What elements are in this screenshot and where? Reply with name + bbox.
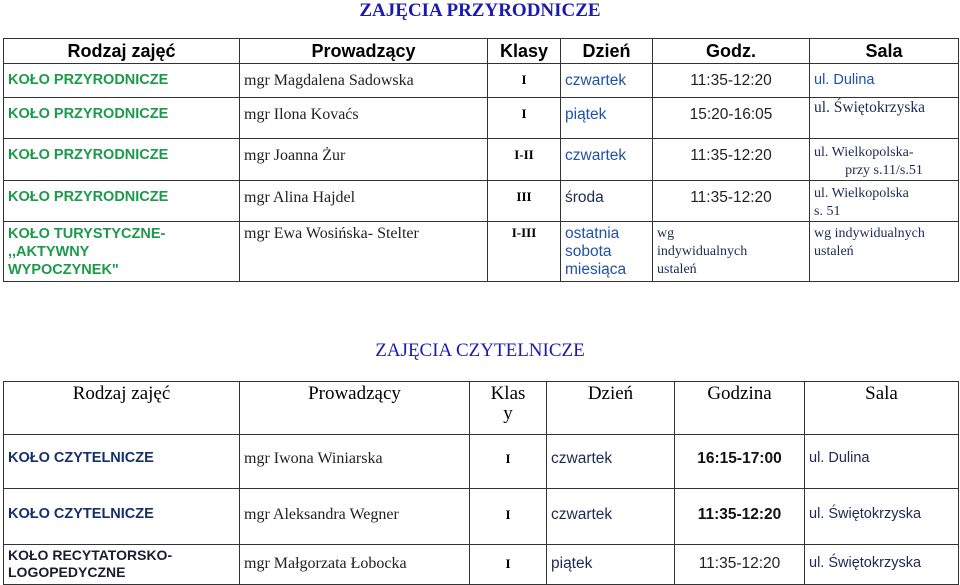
type-line: ,,AKTYWNY — [8, 244, 90, 260]
type-line: WYPOCZYNEK" — [8, 262, 119, 278]
cell-time: 15:20-16:05 — [653, 98, 810, 139]
cell-class: I — [470, 545, 547, 585]
cell-class: I — [470, 435, 547, 489]
cell-room: ul. Świętokrzyska — [805, 489, 959, 545]
header-day: Dzień — [561, 39, 653, 64]
cell-teacher: mgr Joanna Żur — [240, 139, 488, 181]
header-time: Godz. — [653, 39, 810, 64]
header-teacher: Prowadzący — [240, 382, 470, 435]
cell-class: I — [488, 64, 561, 98]
header-day: Dzień — [547, 382, 675, 435]
cell-day: czwartek — [561, 139, 653, 181]
cell-class: I-III — [488, 222, 561, 282]
time-line: wg — [657, 226, 675, 241]
table-header-row — [4, 382, 959, 435]
table-row — [4, 181, 959, 222]
cell-teacher: mgr Ewa Wosińska- Stelter — [240, 222, 488, 282]
cell-type: KOŁO CZYTELNICZE — [4, 435, 240, 489]
reading-activities-table — [3, 381, 959, 585]
type-line: KOŁO RECYTATORSKO- — [8, 547, 173, 563]
room-line: s. 51 — [814, 204, 841, 219]
cell-class: III — [488, 181, 561, 222]
cell-time — [653, 222, 810, 282]
room-line: ul. Wielkopolska — [814, 186, 909, 201]
cell-room — [810, 139, 959, 181]
cell-time: 11:35-12:20 — [653, 64, 810, 98]
cell-day: czwartek — [561, 64, 653, 98]
cell-time: 11:35-12:20 — [653, 139, 810, 181]
cell-teacher: mgr Alina Hajdel — [240, 181, 488, 222]
cell-type: KOŁO PRZYRODNICZE — [4, 64, 240, 98]
cell-room — [810, 222, 959, 282]
cell-type: KOŁO PRZYRODNICZE — [4, 98, 240, 139]
cell-teacher: mgr Iwona Winiarska — [240, 435, 470, 489]
header-room: Sala — [810, 39, 959, 64]
cell-day — [561, 222, 653, 282]
time-line: indywidualnych — [657, 244, 748, 259]
header-teacher: Prowadzący — [240, 39, 488, 64]
cell-day: piątek — [547, 545, 675, 585]
header-room: Sala — [805, 382, 959, 435]
cell-type: KOŁO PRZYRODNICZE — [4, 181, 240, 222]
cell-room: ul. Świętokrzyska — [810, 98, 959, 139]
cell-room — [810, 181, 959, 222]
cell-time: 11:35-12:20 — [675, 545, 805, 585]
time-line: ustaleń — [657, 262, 697, 277]
cell-room: ul. Dulina — [810, 64, 959, 98]
cell-class: I — [488, 98, 561, 139]
header-class: Klasy — [488, 39, 561, 64]
cell-day: czwartek — [547, 489, 675, 545]
room-line: przy s.11/s.51 — [845, 163, 923, 178]
cell-type: KOŁO PRZYRODNICZE — [4, 139, 240, 181]
cell-time: 16:15-17:00 — [675, 435, 805, 489]
room-line: wg indywidualnych — [814, 226, 925, 241]
section-title-przyrodnicze: ZAJĘCIA PRZYRODNICZE — [359, 0, 601, 21]
header-type: Rodzaj zajęć — [4, 382, 240, 435]
table-row — [4, 489, 959, 545]
header-class-line: y — [503, 403, 513, 424]
table-row — [4, 64, 959, 98]
day-line: miesiąca — [565, 261, 627, 278]
day-line: sobota — [565, 243, 612, 260]
cell-room: ul. Dulina — [805, 435, 959, 489]
table-header-row — [4, 39, 959, 64]
room-line: ul. Wielkopolska- — [814, 145, 914, 160]
cell-type: KOŁO CZYTELNICZE — [4, 489, 240, 545]
table-row — [4, 139, 959, 181]
type-line: LOGOPEDYCZNE — [8, 564, 126, 580]
cell-class: I-II — [488, 139, 561, 181]
cell-time: 11:35-12:20 — [675, 489, 805, 545]
cell-teacher: mgr Małgorzata Łobocka — [240, 545, 470, 585]
header-class — [470, 382, 547, 435]
cell-class: I — [470, 489, 547, 545]
type-line: KOŁO TURYSTYCZNE- — [8, 226, 166, 242]
cell-teacher: mgr Magdalena Sadowska — [240, 64, 488, 98]
day-line: ostatnia — [565, 225, 620, 242]
section-title-czytelnicze: ZAJĘCIA CZYTELNICZE — [375, 340, 585, 361]
table-row — [4, 222, 959, 282]
table-row — [4, 435, 959, 489]
header-class-line: Klas — [490, 383, 526, 404]
cell-room: ul. Świętokrzyska — [805, 545, 959, 585]
cell-day: piątek — [561, 98, 653, 139]
cell-teacher: mgr Ilona Kovaćs — [240, 98, 488, 139]
cell-time: 11:35-12:20 — [653, 181, 810, 222]
cell-day: czwartek — [547, 435, 675, 489]
nature-activities-table — [3, 38, 959, 282]
cell-type — [4, 222, 240, 282]
header-type: Rodzaj zajęć — [4, 39, 240, 64]
cell-day: środa — [561, 181, 653, 222]
table-row — [4, 98, 959, 139]
cell-teacher: mgr Aleksandra Wegner — [240, 489, 470, 545]
header-time: Godzina — [675, 382, 805, 435]
room-line: ustaleń — [814, 244, 854, 259]
